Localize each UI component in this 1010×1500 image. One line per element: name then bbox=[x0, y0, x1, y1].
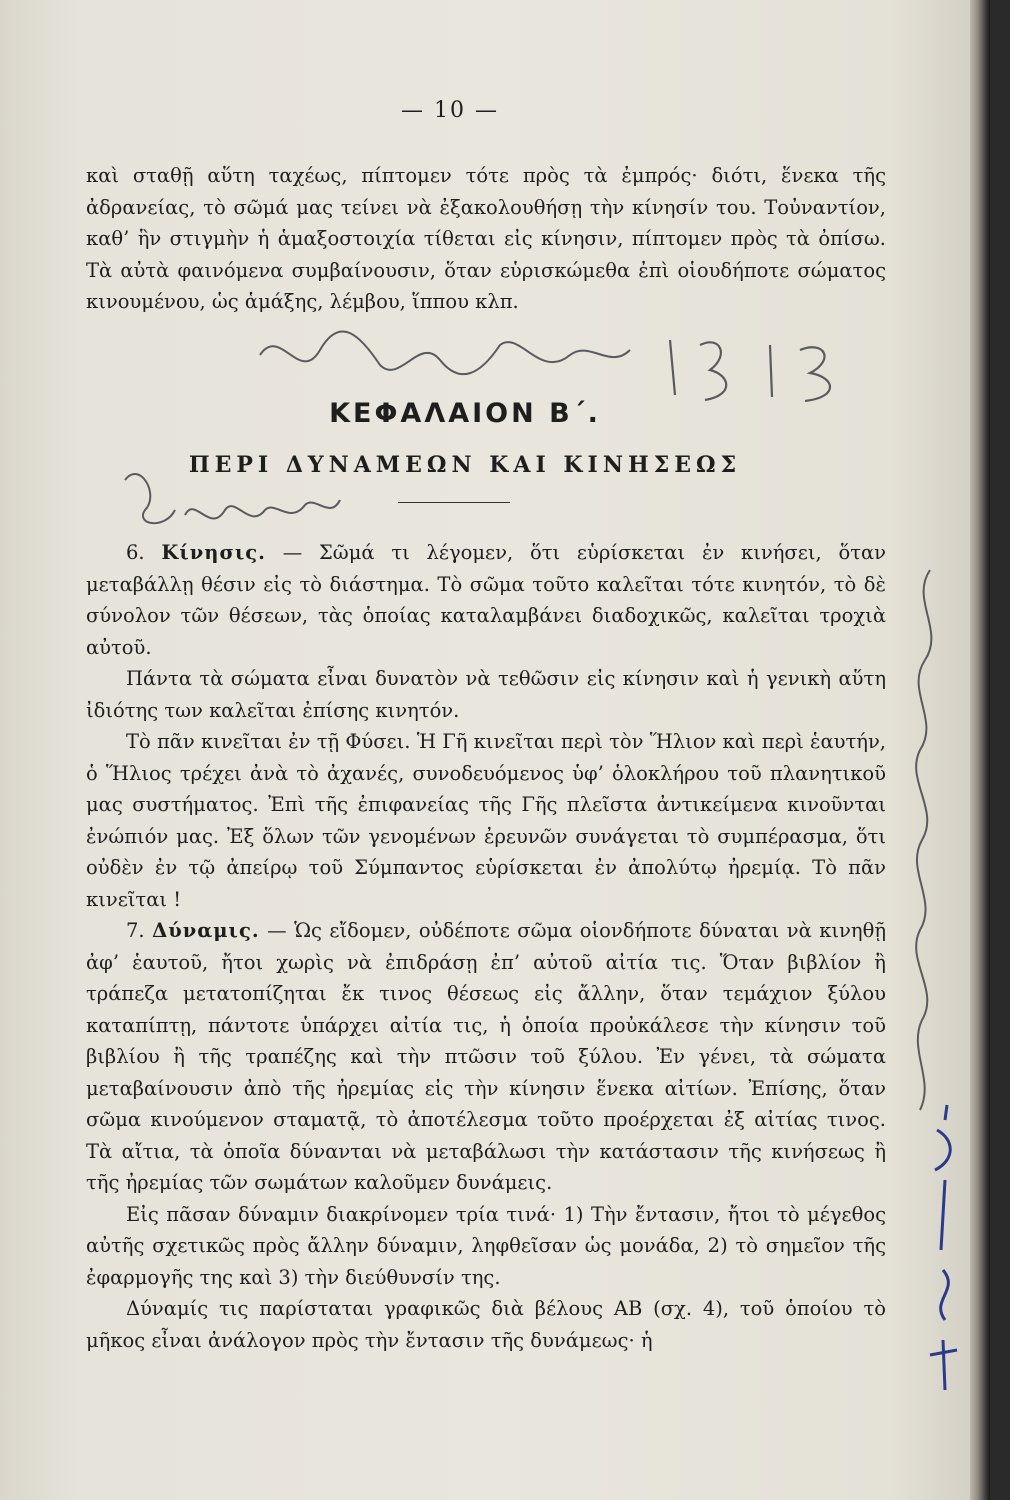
section-6-paragraph bbox=[86, 537, 886, 663]
section-6-paragraph-2: Πάντα τὰ σώματα εἶναι δυνατὸν νὰ τεθῶσιν εἰς κίνησιν καὶ ἡ γενικὴ αὕτη ἰδιότης των καλεῖται ἐπίσης κινητόν. bbox=[86, 667, 886, 722]
section-7-paragraph bbox=[86, 915, 886, 1199]
section-7-paragraph-3: Δύναμίς τις παρίσταται γραφικῶς διὰ βέλους ΑΒ (σχ. 4), τοῦ ὁποίου τὸ μῆκος εἶναι ἀνάλογον πρὸς τὴν ἔντασιν τῆς δυνάμεως· ἡ bbox=[86, 1297, 886, 1352]
blue-ink-margin-note bbox=[915, 1100, 975, 1400]
book-spine-edge bbox=[970, 0, 990, 1500]
intro-paragraph: καὶ σταθῇ αὕτη ταχέως, πίπτομεν τότε πρὸς τὰ ἐμπρός· διότι, ἕνεκα τῆς ἀδρανείας, τὸ σῶμά μας τείνει νὰ ἐξακολουθήσῃ τὴν κίνησίν του. Τοὐναντίον, καθ’ ἣν στιγμὴν ἡ ἁμαξοστοιχία τίθεται εἰς κίνησιν, πίπτομεν πρὸς τὰ ὀπίσω. Τὰ αὐτὰ φαινόμενα συμβαίνουσιν, ὅταν εὑρισκώμεθα ἐπὶ οἱουδήποτε σώματος κινουμένου, ὡς ἁμάξης, λέμβου, ἵππου κλπ. bbox=[86, 164, 886, 313]
page-number: — 10 — bbox=[401, 98, 499, 123]
section-6-body: — Σῶμά τι λέγομεν, ὅτι εὑρίσκεται ἐν κινήσει, ὅταν μεταβάλλῃ θέσιν εἰς τὸ διάστημα. Τὸ σῶμα τοῦτο καλεῖται τότε κινητόν, τὸ δὲ σύνολον τῶν θέσεων, τὰς ὁποίας καταλαμβάνει διαδοχικῶς, καλεῖται τροχιὰ αὐτοῦ. bbox=[86, 541, 886, 659]
pencil-handwriting-margin bbox=[115, 455, 365, 545]
section-6-number: 6. bbox=[126, 541, 145, 564]
intro-text-block bbox=[86, 160, 886, 318]
section-6-paragraph-3: Τὸ πᾶν κινεῖται ἐν τῇ Φύσει. Ἡ Γῆ κινεῖται περὶ τὸν Ἥλιον καὶ περὶ ἑαυτήν, ὁ Ἥλιος τρέχει ἀνὰ τὸ ἀχανές, συνοδευόμενος ὑφ’ ὁλοκλήρου τοῦ πλανητικοῦ μας συστήματος. Ἐπὶ τῆς ἐπιφανείας τῆς Γῆς πλεῖστα ἀντικείμενα κινοῦνται ἐνώπιόν μας. Ἐξ ὅλων τῶν γενομένων ἐρευνῶν συνάγεται τὸ συμπέρασμα, ὅτι οὐδὲν ἐν τῷ ἀπείρῳ τοῦ Σύμπαντος εὑρίσκεται ἐν ἀπολύτῳ ἠρεμίᾳ. Τὸ πᾶν κινεῖται ! bbox=[86, 730, 886, 911]
chapter-subtitle: ΠΕΡΙ ΔΥΝΑΜΕΩΝ ΚΑΙ ΚΙΝΗΣΕΩΣ bbox=[188, 452, 742, 478]
section-6-heading: Κίνησις. bbox=[161, 541, 266, 564]
main-text-block bbox=[86, 537, 886, 1356]
pencil-vertical-margin-note bbox=[890, 560, 960, 1120]
pencil-handwriting-scribble bbox=[250, 315, 850, 405]
section-7-body: — Ὡς εἴδομεν, οὐδέποτε σῶμα οἱονδήποτε δύναται νὰ κινηθῇ ἀφ’ ἑαυτοῦ, ἤτοι χωρὶς νὰ ἐπιδράσῃ ἐπ’ αὐτοῦ αἰτία τις. Ὅταν βιβλίον ἢ τράπεζα μετατοπίζηται ἔκ τινος θέσεως εἰς ἄλλην, ὅταν τεμάχιον ξύλου καταπίπτῃ, πάντοτε ὑπάρχει αἰτία τις, ἡ ὁποία προὐκάλεσε τὴν κίνησιν τοῦ βιβλίου ἢ τῆς τραπέζης καὶ τὴν πτῶσιν τοῦ ξύλου. Ἐν γένει, τὰ σώματα μεταβαίνουσιν ἀπὸ τῆς ἠρεμίας εἰς τὴν κίνησιν ἕνεκα αἰτίων. Ἐπίσης, ὅταν σῶμα κινούμενον σταματᾷ, τὸ ἀποτέλεσμα τοῦτο προέρχεται ἐξ αἰτίας τινος. Τὰ αἴτια, τὰ ὁποῖα δύνανται νὰ μεταβάλωσι τὴν κατάστασιν τῆς κινήσεως ἢ τῆς ἠρεμίας τῶν σωμάτων καλοῦμεν δυνάμεις. bbox=[86, 919, 887, 1194]
section-7-paragraph-2: Εἰς πᾶσαν δύναμιν διακρίνομεν τρία τινά· 1) Τὴν ἔντασιν, ἤτοι τὸ μέγεθος αὐτῆς σχετικῶς πρὸς ἄλλην δύναμιν, ληφθεῖσαν ὡς μονάδα, 2) τὸ σημεῖον τῆς ἐφαρμογῆς της καὶ 3) τὴν διεύθυνσίν της. bbox=[86, 1202, 886, 1289]
section-7-heading: Δύναμις. bbox=[152, 919, 260, 942]
section-7-number: 7. bbox=[126, 919, 145, 942]
chapter-title: ΚΕΦΑΛΑΙΟΝ Β΄. bbox=[329, 398, 601, 429]
divider-rule bbox=[398, 502, 510, 503]
